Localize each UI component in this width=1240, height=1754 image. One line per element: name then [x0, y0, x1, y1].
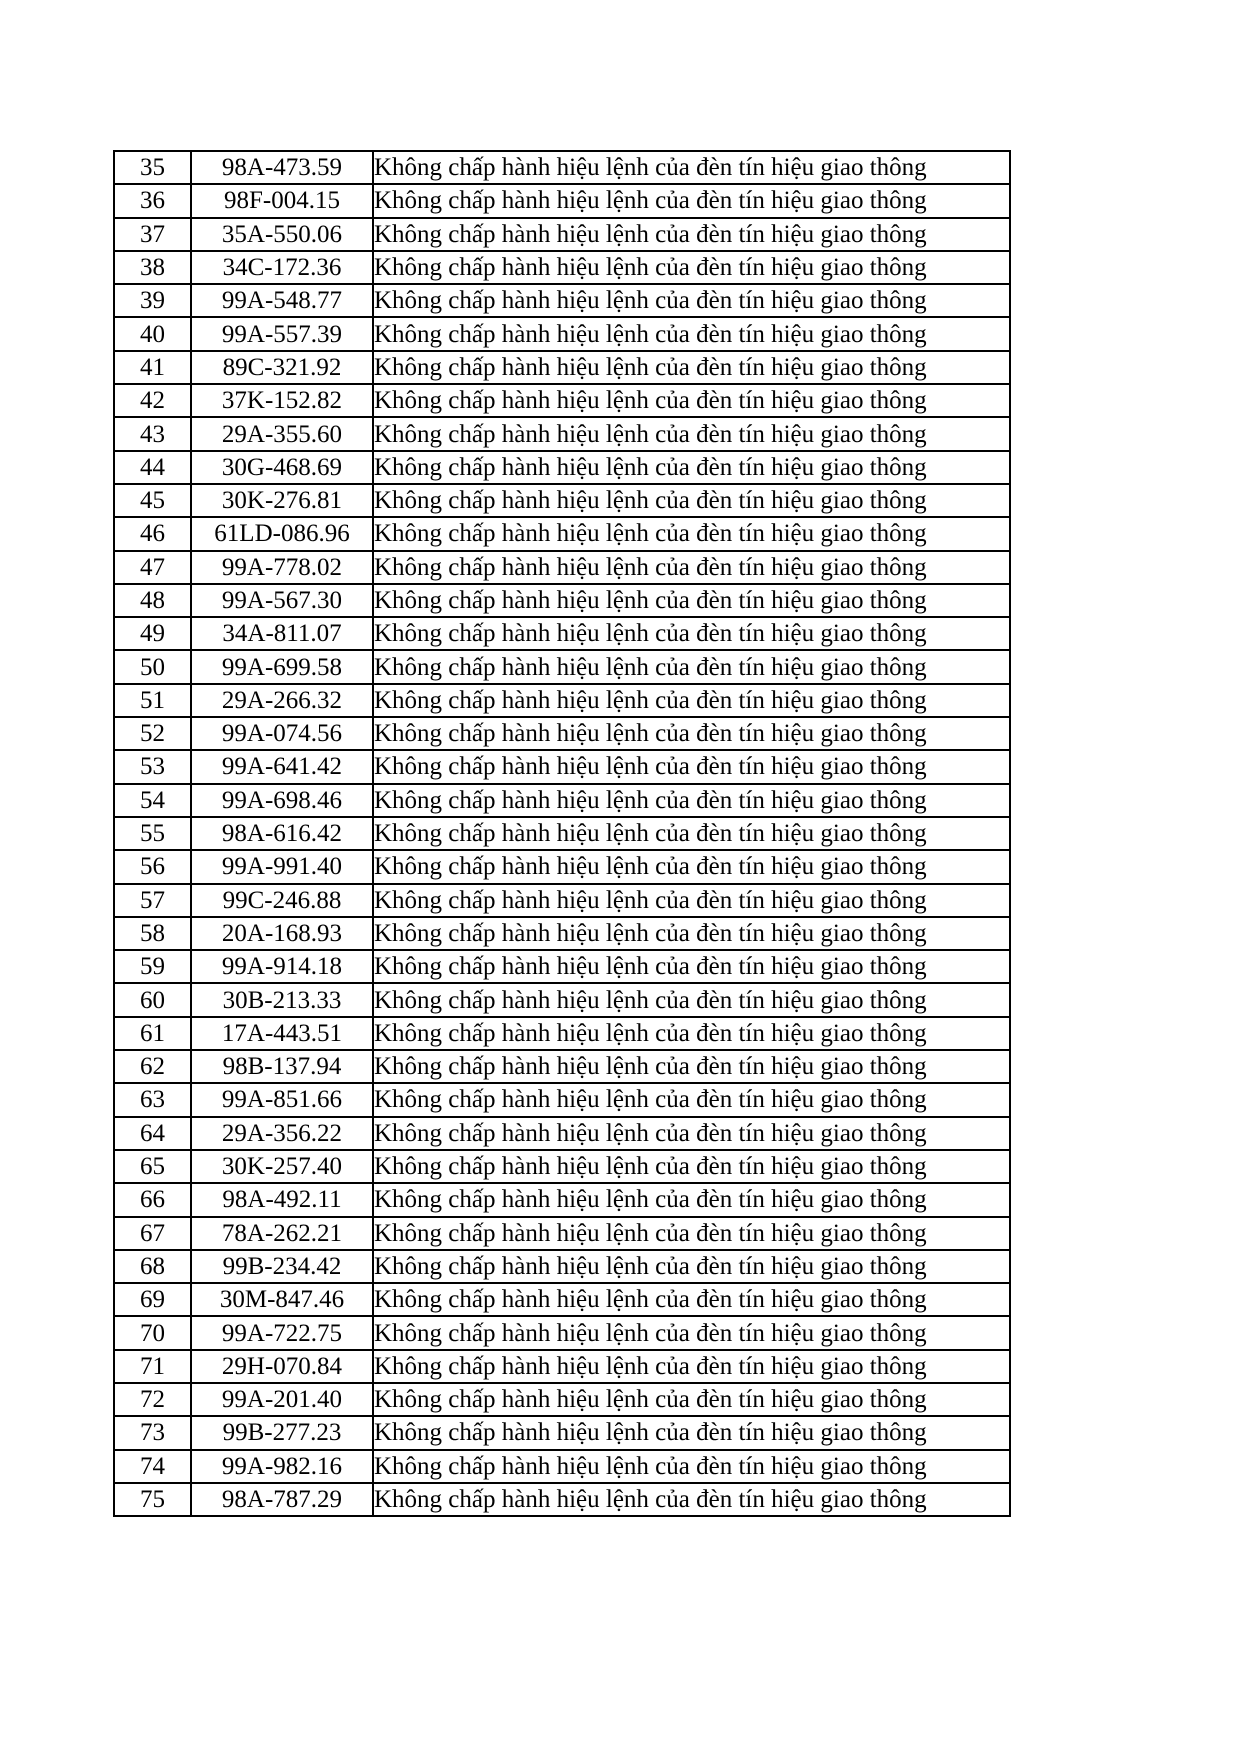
table-row: [114, 317, 1010, 350]
row-number-cell: 49: [114, 617, 191, 650]
row-number-cell: 68: [114, 1250, 191, 1283]
table-row: [114, 983, 1010, 1016]
violation-description-cell: Không chấp hành hiệu lệnh của đèn tín hiệu giao thông: [373, 218, 1010, 251]
license-plate-cell: 99A-548.77: [191, 284, 373, 317]
violation-description-cell: Không chấp hành hiệu lệnh của đèn tín hiệu giao thông: [373, 484, 1010, 517]
table-row: [114, 817, 1010, 850]
violation-description-cell: Không chấp hành hiệu lệnh của đèn tín hiệu giao thông: [373, 384, 1010, 417]
row-number-cell: 36: [114, 184, 191, 217]
table-row: [114, 617, 1010, 650]
row-number-cell: 60: [114, 983, 191, 1016]
row-number-cell: 69: [114, 1283, 191, 1316]
table-row: [114, 1383, 1010, 1416]
row-number-cell: 41: [114, 351, 191, 384]
row-number-cell: 64: [114, 1117, 191, 1150]
table-row: [114, 1217, 1010, 1250]
table-row: [114, 451, 1010, 484]
table-row: [114, 417, 1010, 450]
row-number-cell: 58: [114, 917, 191, 950]
row-number-cell: 46: [114, 517, 191, 550]
table-row: [114, 1083, 1010, 1116]
violation-description-cell: Không chấp hành hiệu lệnh của đèn tín hiệu giao thông: [373, 351, 1010, 384]
license-plate-cell: 89C-321.92: [191, 351, 373, 384]
license-plate-cell: 99C-246.88: [191, 884, 373, 917]
row-number-cell: 73: [114, 1416, 191, 1449]
violation-description-cell: Không chấp hành hiệu lệnh của đèn tín hiệu giao thông: [373, 1117, 1010, 1150]
table-row: [114, 1283, 1010, 1316]
license-plate-cell: 30B-213.33: [191, 983, 373, 1016]
table-row: [114, 184, 1010, 217]
table-row: [114, 950, 1010, 983]
violation-description-cell: Không chấp hành hiệu lệnh của đèn tín hiệu giao thông: [373, 917, 1010, 950]
table-row: [114, 1017, 1010, 1050]
row-number-cell: 38: [114, 251, 191, 284]
license-plate-cell: 34C-172.36: [191, 251, 373, 284]
table-row: [114, 750, 1010, 783]
violation-description-cell: Không chấp hành hiệu lệnh của đèn tín hiệu giao thông: [373, 151, 1010, 184]
license-plate-cell: 99A-641.42: [191, 750, 373, 783]
violations-table-body: [114, 151, 1010, 1516]
violation-description-cell: Không chấp hành hiệu lệnh của đèn tín hiệu giao thông: [373, 884, 1010, 917]
violation-description-cell: Không chấp hành hiệu lệnh của đèn tín hiệu giao thông: [373, 717, 1010, 750]
license-plate-cell: 99A-982.16: [191, 1450, 373, 1483]
license-plate-cell: 30M-847.46: [191, 1283, 373, 1316]
row-number-cell: 35: [114, 151, 191, 184]
violation-description-cell: Không chấp hành hiệu lệnh của đèn tín hiệu giao thông: [373, 750, 1010, 783]
violation-description-cell: Không chấp hành hiệu lệnh của đèn tín hiệu giao thông: [373, 1483, 1010, 1516]
license-plate-cell: 29A-355.60: [191, 417, 373, 450]
table-row: [114, 517, 1010, 550]
violation-description-cell: Không chấp hành hiệu lệnh của đèn tín hiệu giao thông: [373, 983, 1010, 1016]
license-plate-cell: 34A-811.07: [191, 617, 373, 650]
violation-description-cell: Không chấp hành hiệu lệnh của đèn tín hiệu giao thông: [373, 817, 1010, 850]
violation-description-cell: Không chấp hành hiệu lệnh của đèn tín hiệu giao thông: [373, 584, 1010, 617]
row-number-cell: 42: [114, 384, 191, 417]
row-number-cell: 75: [114, 1483, 191, 1516]
table-row: [114, 551, 1010, 584]
row-number-cell: 63: [114, 1083, 191, 1116]
license-plate-cell: 98A-787.29: [191, 1483, 373, 1516]
violation-description-cell: Không chấp hành hiệu lệnh của đèn tín hiệu giao thông: [373, 1083, 1010, 1116]
table-row: [114, 284, 1010, 317]
table-row: [114, 1117, 1010, 1150]
violation-description-cell: Không chấp hành hiệu lệnh của đèn tín hiệu giao thông: [373, 850, 1010, 883]
row-number-cell: 57: [114, 884, 191, 917]
license-plate-cell: 61LD-086.96: [191, 517, 373, 550]
license-plate-cell: 98B-137.94: [191, 1050, 373, 1083]
row-number-cell: 52: [114, 717, 191, 750]
license-plate-cell: 98A-616.42: [191, 817, 373, 850]
table-row: [114, 1250, 1010, 1283]
license-plate-cell: 98A-492.11: [191, 1183, 373, 1216]
license-plate-cell: 20A-168.93: [191, 917, 373, 950]
violation-description-cell: Không chấp hành hiệu lệnh của đèn tín hiệu giao thông: [373, 451, 1010, 484]
violation-description-cell: Không chấp hành hiệu lệnh của đèn tín hiệu giao thông: [373, 551, 1010, 584]
row-number-cell: 39: [114, 284, 191, 317]
row-number-cell: 61: [114, 1017, 191, 1050]
license-plate-cell: 99A-778.02: [191, 551, 373, 584]
row-number-cell: 72: [114, 1383, 191, 1416]
license-plate-cell: 30K-257.40: [191, 1150, 373, 1183]
violation-description-cell: Không chấp hành hiệu lệnh của đèn tín hiệu giao thông: [373, 1383, 1010, 1416]
table-row: [114, 884, 1010, 917]
violation-description-cell: Không chấp hành hiệu lệnh của đèn tín hiệu giao thông: [373, 1217, 1010, 1250]
table-row: [114, 218, 1010, 251]
row-number-cell: 50: [114, 650, 191, 683]
license-plate-cell: 98F-004.15: [191, 184, 373, 217]
row-number-cell: 54: [114, 784, 191, 817]
row-number-cell: 48: [114, 584, 191, 617]
violation-description-cell: Không chấp hành hiệu lệnh của đèn tín hiệu giao thông: [373, 1150, 1010, 1183]
license-plate-cell: 99B-277.23: [191, 1416, 373, 1449]
license-plate-cell: 99A-914.18: [191, 950, 373, 983]
table-row: [114, 584, 1010, 617]
license-plate-cell: 30G-468.69: [191, 451, 373, 484]
table-row: [114, 1416, 1010, 1449]
license-plate-cell: 78A-262.21: [191, 1217, 373, 1250]
table-row: [114, 1316, 1010, 1349]
table-row: [114, 484, 1010, 517]
row-number-cell: 44: [114, 451, 191, 484]
row-number-cell: 70: [114, 1316, 191, 1349]
row-number-cell: 45: [114, 484, 191, 517]
license-plate-cell: 35A-550.06: [191, 218, 373, 251]
license-plate-cell: 99A-722.75: [191, 1316, 373, 1349]
violation-description-cell: Không chấp hành hiệu lệnh của đèn tín hiệu giao thông: [373, 417, 1010, 450]
license-plate-cell: 99A-201.40: [191, 1383, 373, 1416]
table-row: [114, 850, 1010, 883]
row-number-cell: 51: [114, 684, 191, 717]
row-number-cell: 74: [114, 1450, 191, 1483]
violation-description-cell: Không chấp hành hiệu lệnh của đèn tín hiệu giao thông: [373, 1350, 1010, 1383]
violation-description-cell: Không chấp hành hiệu lệnh của đèn tín hiệu giao thông: [373, 284, 1010, 317]
license-plate-cell: 99A-991.40: [191, 850, 373, 883]
row-number-cell: 47: [114, 551, 191, 584]
license-plate-cell: 99A-699.58: [191, 650, 373, 683]
table-row: [114, 1450, 1010, 1483]
table-row: [114, 650, 1010, 683]
violation-description-cell: Không chấp hành hiệu lệnh của đèn tín hiệu giao thông: [373, 1450, 1010, 1483]
license-plate-cell: 99A-567.30: [191, 584, 373, 617]
violation-description-cell: Không chấp hành hiệu lệnh của đèn tín hiệu giao thông: [373, 1250, 1010, 1283]
license-plate-cell: 29A-356.22: [191, 1117, 373, 1150]
row-number-cell: 62: [114, 1050, 191, 1083]
table-row: [114, 1183, 1010, 1216]
violation-description-cell: Không chấp hành hiệu lệnh của đèn tín hiệu giao thông: [373, 251, 1010, 284]
violation-description-cell: Không chấp hành hiệu lệnh của đèn tín hiệu giao thông: [373, 1017, 1010, 1050]
license-plate-cell: 29A-266.32: [191, 684, 373, 717]
violation-description-cell: Không chấp hành hiệu lệnh của đèn tín hiệu giao thông: [373, 784, 1010, 817]
row-number-cell: 56: [114, 850, 191, 883]
violations-table: [113, 150, 1011, 1517]
table-row: [114, 251, 1010, 284]
table-row: [114, 351, 1010, 384]
license-plate-cell: 30K-276.81: [191, 484, 373, 517]
license-plate-cell: 99A-698.46: [191, 784, 373, 817]
violation-description-cell: Không chấp hành hiệu lệnh của đèn tín hiệu giao thông: [373, 517, 1010, 550]
row-number-cell: 59: [114, 950, 191, 983]
license-plate-cell: 99A-851.66: [191, 1083, 373, 1116]
violation-description-cell: Không chấp hành hiệu lệnh của đèn tín hiệu giao thông: [373, 1416, 1010, 1449]
table-row: [114, 784, 1010, 817]
license-plate-cell: 99A-557.39: [191, 317, 373, 350]
table-row: [114, 1150, 1010, 1183]
table-row: [114, 684, 1010, 717]
violation-description-cell: Không chấp hành hiệu lệnh của đèn tín hiệu giao thông: [373, 1050, 1010, 1083]
license-plate-cell: 99A-074.56: [191, 717, 373, 750]
table-row: [114, 384, 1010, 417]
license-plate-cell: 37K-152.82: [191, 384, 373, 417]
license-plate-cell: 99B-234.42: [191, 1250, 373, 1283]
row-number-cell: 53: [114, 750, 191, 783]
violation-description-cell: Không chấp hành hiệu lệnh của đèn tín hiệu giao thông: [373, 1316, 1010, 1349]
row-number-cell: 65: [114, 1150, 191, 1183]
license-plate-cell: 29H-070.84: [191, 1350, 373, 1383]
table-row: [114, 151, 1010, 184]
table-row: [114, 1050, 1010, 1083]
violation-description-cell: Không chấp hành hiệu lệnh của đèn tín hiệu giao thông: [373, 317, 1010, 350]
violation-description-cell: Không chấp hành hiệu lệnh của đèn tín hiệu giao thông: [373, 184, 1010, 217]
row-number-cell: 67: [114, 1217, 191, 1250]
row-number-cell: 66: [114, 1183, 191, 1216]
violation-description-cell: Không chấp hành hiệu lệnh của đèn tín hiệu giao thông: [373, 684, 1010, 717]
license-plate-cell: 98A-473.59: [191, 151, 373, 184]
row-number-cell: 37: [114, 218, 191, 251]
table-row: [114, 717, 1010, 750]
table-row: [114, 1483, 1010, 1516]
violation-description-cell: Không chấp hành hiệu lệnh của đèn tín hiệu giao thông: [373, 650, 1010, 683]
violation-description-cell: Không chấp hành hiệu lệnh của đèn tín hiệu giao thông: [373, 1283, 1010, 1316]
table-row: [114, 1350, 1010, 1383]
row-number-cell: 40: [114, 317, 191, 350]
violation-description-cell: Không chấp hành hiệu lệnh của đèn tín hiệu giao thông: [373, 950, 1010, 983]
row-number-cell: 71: [114, 1350, 191, 1383]
violation-description-cell: Không chấp hành hiệu lệnh của đèn tín hiệu giao thông: [373, 617, 1010, 650]
row-number-cell: 55: [114, 817, 191, 850]
license-plate-cell: 17A-443.51: [191, 1017, 373, 1050]
table-row: [114, 917, 1010, 950]
violation-description-cell: Không chấp hành hiệu lệnh của đèn tín hiệu giao thông: [373, 1183, 1010, 1216]
row-number-cell: 43: [114, 417, 191, 450]
